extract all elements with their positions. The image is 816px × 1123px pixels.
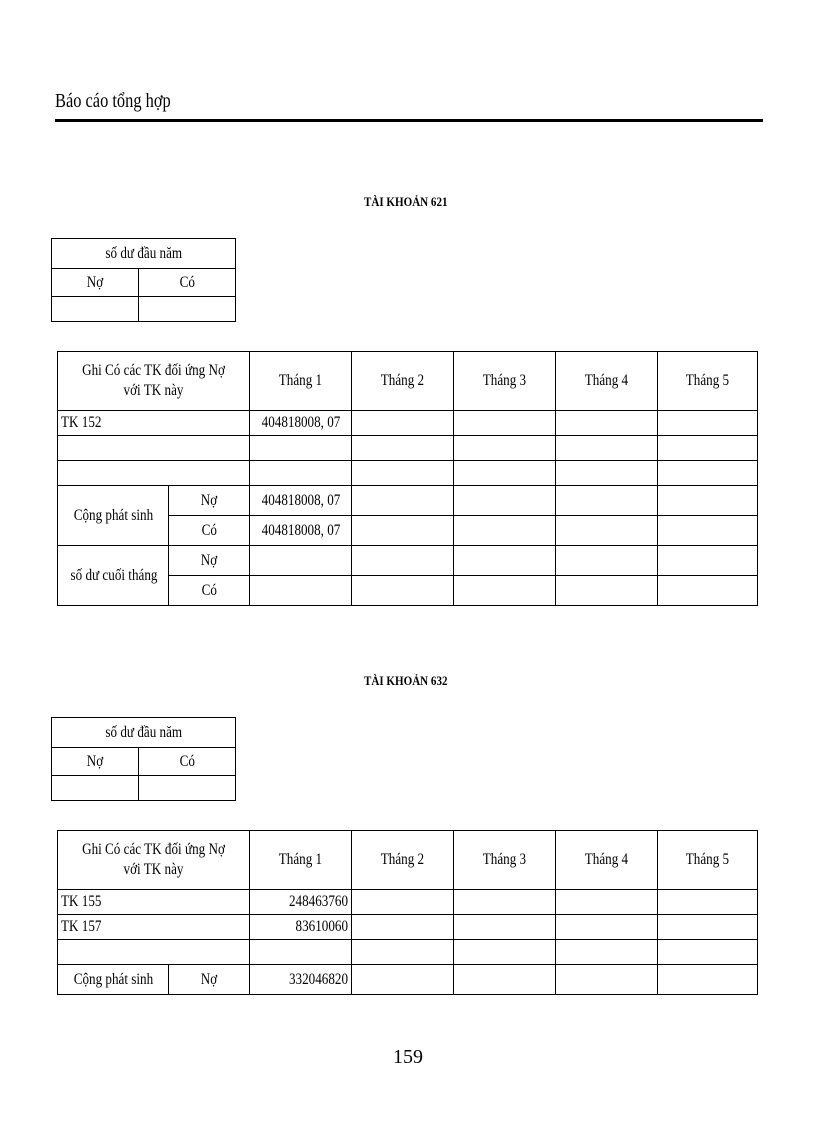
opening-co-header: Có [139, 269, 236, 297]
row-label: TK 152 [58, 411, 250, 436]
so-du-cuoi-thang-no-label: Nợ [169, 546, 250, 576]
month-3-header: Tháng 3 [454, 352, 556, 411]
row-month-1-value: 248463760 [250, 890, 352, 915]
so-du-cuoi-thang-co-month-1 [250, 576, 352, 606]
cong-phat-sinh-co-label: Có [169, 516, 250, 546]
cong-phat-sinh-no-month-1: 404818008, 07 [250, 486, 352, 516]
table-row [58, 436, 758, 461]
row-label [58, 461, 250, 486]
opening-no-header: Nợ [52, 269, 139, 297]
table-row [58, 940, 758, 965]
month-4-header: Tháng 4 [556, 831, 658, 890]
month-2-header: Tháng 2 [352, 352, 454, 411]
opening-balance-title: số dư đầu năm [52, 239, 236, 269]
table-row [58, 411, 758, 436]
report-header-title: Báo cáo tổng hợp [55, 90, 171, 112]
header-divider [55, 119, 763, 122]
ledger-table-621 [57, 351, 758, 606]
so-du-cuoi-thang-label: số dư cuối tháng [58, 546, 169, 606]
month-5-header: Tháng 5 [658, 352, 758, 411]
opening-no-value [52, 776, 139, 801]
opening-balance-table-632 [51, 717, 236, 801]
row-label: TK 155 [58, 890, 250, 915]
account-column-header: Ghi Có các TK đối ứng Nợ với TK này [58, 352, 250, 411]
cong-phat-sinh-no-label: Nợ [169, 965, 250, 995]
opening-no-header: Nợ [52, 748, 139, 776]
opening-balance-title: số dư đầu năm [52, 718, 236, 748]
opening-no-value [52, 297, 139, 322]
row-month-1-value: 83610060 [250, 915, 352, 940]
month-3-header: Tháng 3 [454, 831, 556, 890]
account-column-header: Ghi Có các TK đối ứng Nợ với TK này [58, 831, 250, 890]
cong-phat-sinh-co-month-1: 404818008, 07 [250, 516, 352, 546]
month-2-header: Tháng 2 [352, 831, 454, 890]
section-title-621: TÀI KHOẢN 621 [364, 194, 448, 209]
table-row [58, 890, 758, 915]
table-row [58, 915, 758, 940]
so-du-cuoi-thang-co-label: Có [169, 576, 250, 606]
page-number: 159 [393, 1046, 423, 1068]
cong-phat-sinh-label: Cộng phát sinh [58, 965, 169, 995]
so-du-cuoi-thang-no-month-1 [250, 546, 352, 576]
opening-co-header: Có [139, 748, 236, 776]
cong-phat-sinh-no-label: Nợ [169, 486, 250, 516]
row-month-1-value [250, 436, 352, 461]
row-month-1-value [250, 940, 352, 965]
month-5-header: Tháng 5 [658, 831, 758, 890]
row-label [58, 940, 250, 965]
month-4-header: Tháng 4 [556, 352, 658, 411]
section-title-632: TÀI KHOẢN 632 [364, 673, 448, 688]
row-month-1-value [250, 461, 352, 486]
opening-co-value [139, 297, 236, 322]
month-1-header: Tháng 1 [250, 831, 352, 890]
opening-co-value [139, 776, 236, 801]
ledger-table-632 [57, 830, 758, 995]
month-1-header: Tháng 1 [250, 352, 352, 411]
row-label [58, 436, 250, 461]
table-row [58, 461, 758, 486]
cong-phat-sinh-label: Cộng phát sinh [58, 486, 169, 546]
row-month-1-value: 404818008, 07 [250, 411, 352, 436]
opening-balance-table-621 [51, 238, 236, 322]
row-label: TK 157 [58, 915, 250, 940]
cong-phat-sinh-no-month-1: 332046820 [250, 965, 352, 995]
